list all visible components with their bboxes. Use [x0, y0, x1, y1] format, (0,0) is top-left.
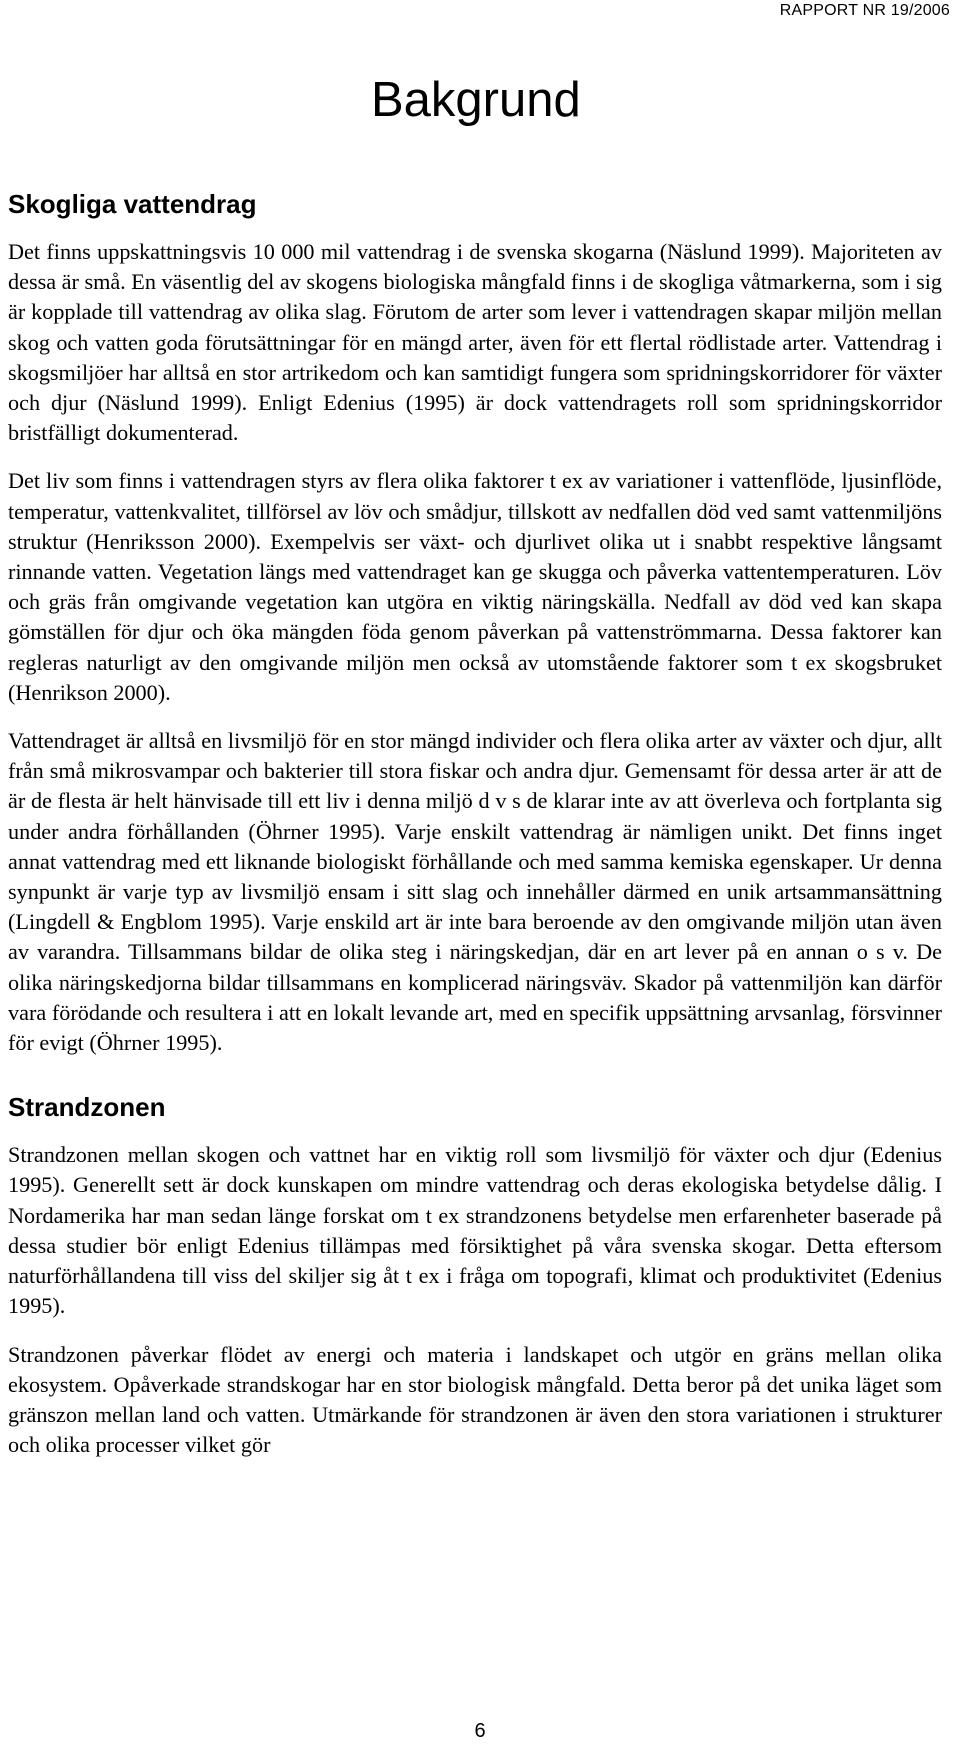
running-header: RAPPORT NR 19/2006: [779, 2, 950, 19]
body-paragraph: Det finns uppskattningsvis 10 000 mil vattendrag i de svenska skogarna (Näslund 1999). Majoriteten av dessa är små. En väsentlig del av skogens biologiska mångfald finns i de skogliga våtmarkerna, som i sig är kopplade till vattendrag av olika slag. Förutom de arter som lever i vattendragen skapar miljön mellan skog och vatten goda förutsättningar för en mängd arter, även för ett flertal rödlistade arter. Vattendrag i skogsmiljöer har alltså en stor artrikedom och kan samtidigt fungera som spridningskorridorer för växter och djur (Näslund 1999). Enligt Edenius (1995) är dock vattendragets roll som spridningskorridor bristfälligt dokumenterad.: [8, 239, 942, 446]
chapter-title: Bakgrund: [371, 73, 581, 127]
body-paragraph: Vattendraget är alltså en livsmiljö för en stor mängd individer och flera olika arter av växter och djur, allt från små mikrosvampar och bakterier till stora fiskar och andra djur. Gemensamt för dessa arter är att de är de flesta är helt hänvisade till ett liv i denna miljö d v s de klarar inte av att överleva och fortplanta sig under andra förhållanden (Öhrner 1995). Varje enskilt vattendrag är nämligen unikt. Det finns inget annat vattendrag med ett liknande biologiskt förhållande och med samma kemiska egenskaper. Ur denna synpunkt är varje typ av livsmiljö ensam i sitt slag och innehåller därmed en unik artsammansättning (Lingdell & Engblom 1995). Varje enskild art är inte bara beroende av den omgivande miljön utan även av varandra. Tillsammans bildar de olika steg i näringskedjan, där en art lever på en annan o s v. De olika näringskedjorna bildar tillsammans en komplicerad näringsväv. Skador på vattenmiljön kan därför vara förödande och resultera i att en lokalt levande art, med en specifik uppsättning arvsanlag, försvinner för evigt (Öhrner 1995).: [8, 728, 942, 1056]
body-paragraph: Strandzonen påverkar flödet av energi och materia i landskapet och utgör en gräns mellan olika ekosystem. Opåverkade strandskogar har en stor biologisk mångfald. Detta beror på det unika läget som gränszon mellan land och vatten. Utmärkande för strandzonen är även den stora variationen i strukturer och olika processer vilket gör: [8, 1341, 942, 1458]
body-paragraph: Det liv som finns i vattendragen styrs av flera olika faktorer t ex av variationer i vattenflöde, ljusinflöde, temperatur, vattenkvalitet, tillförsel av löv och smådjur, tillskott av nedfallen död ved samt vattenmiljöns struktur (Henriksson 2000). Exempelvis ser växt- och djurlivet olika ut i snabbt respektive långsamt rinnande vatten. Vegetation längs med vattendraget kan ge skugga och påverka vattentemperaturen. Löv och gräs från omgivande vegetation kan utgöra en viktig näringskälla. Nedfall av död ved kan skapa gömställen för djur och öka mängden föda genom påverkan på vattenströmmarna. Dessa faktorer kan regleras naturligt av den omgivande miljön men också av utomstående faktorer som t ex skogsbruket (Henrikson 2000).: [8, 468, 942, 705]
page-number: 6: [474, 1720, 486, 1742]
page-content: [8, 185, 942, 1460]
section-heading-strandzonen: Strandzonen: [8, 1092, 166, 1123]
section-heading-skogliga-vattendrag: Skogliga vattendrag: [8, 189, 257, 219]
body-paragraph: Strandzonen mellan skogen och vattnet har en viktig roll som livsmiljö för växter och djur (Edenius 1995). Generellt sett är dock kunskapen om mindre vattendrag och deras ekologiska betydelse dålig. I Nordamerika har man sedan länge forskat om t ex strandzonens betydelse men erfarenheter baserade på dessa studier bör enligt Edenius tillämpas med försiktighet på våra svenska skogar. Detta eftersom naturförhållandena till viss del skiljer sig åt t ex i fråga om topografi, klimat och produktivitet (Edenius 1995).: [8, 1142, 942, 1319]
